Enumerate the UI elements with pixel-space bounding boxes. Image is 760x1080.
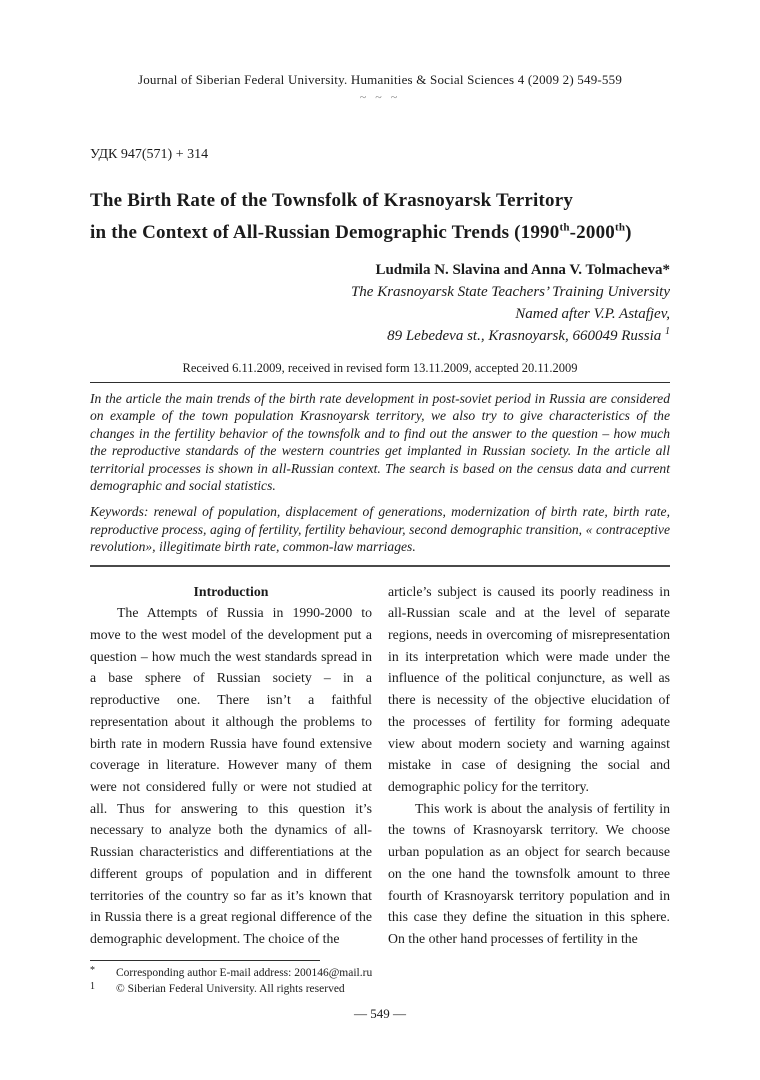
footnote-separator-rule: [90, 960, 320, 961]
body-paragraph-left: The Attempts of Russia in 1990-2000 to move to the west model of the development put a question – how much the west standards spread in a base sphere of Russian society – in a reproductive one. There isn’t a faithful representation about it although the problems to birth rate in modern Russia have found extensive coverage in literature. However many of them were not considered fully or were not studied at all. Thus for answering to this question it’s necessary to analyze both the dynamics of all-Russian characteristics and differentiations at the different groups of population and in different territories of the country so far as it’s known that in Russia there is a great regional difference of the demographic development. The choice of the: [90, 605, 372, 946]
title-superscript-th: th: [614, 221, 626, 234]
affiliation-line-3: [90, 325, 670, 347]
footnote-marker: 1: [90, 980, 95, 992]
affiliation-line-1: The Krasnoyarsk State Teachers’ Training University: [350, 284, 670, 300]
affiliation-line-2: Named after V.P. Astafjev,: [515, 306, 670, 322]
separator-rule-top: [90, 382, 670, 383]
keywords-paragraph: Keywords: renewal of population, displacement of generations, modernization of birth rate, birth rate, reproductive process, aging of fertility, fertility behaviour, second demographic transition, « contraceptive revolution», illegitimate birth rate, common-law marriages.: [90, 504, 670, 555]
footnote-item: [90, 965, 670, 981]
abstract-paragraph: In the article the main trends of the birth rate development in post-soviet period in Russia are considered on example of the town population Krasnoyarsk territory, we also try to give characteristics of the changes in the fertility behavior of the townsfolk and to find out the answer to the question – how much the reproductive standards of the western countries get implanted in Russian society. In the article all territorial processes is shown in all-Russian context. The search is based on the census data and current demographic and social statistics.: [90, 391, 670, 494]
footnote-item: [90, 981, 670, 997]
title-line-2-text: ): [625, 222, 632, 243]
footnote-text: © Siberian Federal University. All rights reserved: [116, 982, 345, 995]
title-line-1: The Birth Rate of the Townsfolk of Krasnoyarsk Territory: [90, 190, 574, 211]
title-line-2-text: in the Context of All-Russian Demographic Trends (1990: [90, 222, 560, 243]
affiliation-footnote-mark: 1: [665, 326, 670, 337]
body-paragraph-right-2: This work is about the analysis of fertility in the towns of Krasnoyarsk territory. We choose urban population as an object for search because on the one hand the townsfolk amount to three fourth of Krasnoyarsk territory population and in this case they define the situation in this sphere. On the other hand processes of fertility in the: [388, 800, 670, 946]
author-names: Ludmila N. Slavina and Anna V. Tolmacheva*: [375, 262, 670, 278]
section-heading-introduction: Introduction: [193, 583, 269, 599]
title-superscript-th: th: [559, 221, 570, 234]
footnote-text: Corresponding author E-mail address: 200146@mail.ru: [116, 966, 373, 979]
article-title: [90, 185, 670, 249]
body-paragraph-right-1: article’s subject is caused its poorly readiness in all-Russian scale and at the level of separate regions, needs in overcoming of misrepresentation in its interpretation which were made under the influence of the political conjuncture, as well as there is necessity of the objective elucidation of the processes of fertility for forming adequate view about modern society and warning against mistake in case of designing the social and demographic policy for the territory.: [388, 583, 670, 794]
affiliation-line-3-text: 89 Lebedeva st., Krasnoyarsk, 660049 Russia: [387, 328, 662, 344]
separator-rule-bottom: [90, 565, 670, 567]
journal-header: Journal of Siberian Federal University. Humanities & Social Sciences 4 (2009 2) 549-559: [137, 72, 623, 87]
udk-number: УДК 947(571) + 314: [90, 147, 209, 162]
left-column: [90, 581, 372, 950]
page-number: — 549 —: [354, 1005, 406, 1021]
title-line-2: [90, 217, 670, 249]
tilde-separator: ~ ~ ~: [359, 90, 401, 104]
right-column: [388, 581, 670, 950]
body-columns: [90, 581, 670, 950]
author-block: [90, 259, 670, 347]
footnote-marker: *: [90, 964, 95, 976]
received-dates-line: Received 6.11.2009, received in revised form 13.11.2009, accepted 20.11.2009: [182, 361, 578, 375]
footnotes-block: [90, 960, 670, 997]
title-line-2-text: -2000: [569, 222, 615, 243]
